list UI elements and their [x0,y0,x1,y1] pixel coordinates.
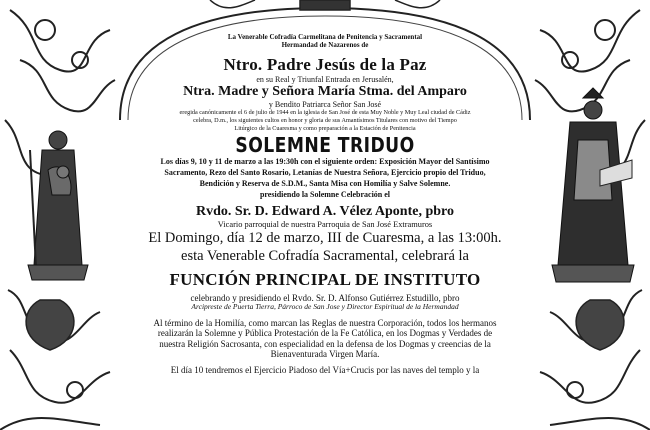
triduo-preacher-role: Vicario parroquial de nuestra Parroquia de San José Extramuros [217,219,433,229]
main-title: Ntro. Padre Jesús de la Paz [223,55,427,75]
funcion-celebrant: celebrando y presidiendo el Rvdo. Sr. D. Alfonso Gutiérrez Estudillo, pbro [190,293,460,304]
triduo-line-1: Los días 9, 10 y 11 de marzo a las 19:30h con el siguiente orden: Exposición Mayor del Santísimo [160,157,490,167]
erected-line-2: celebra, D.m., los siguientes cultos en honor y gloria de sus Amantísimos Titulares con motivo del Tiempo [193,116,457,124]
virgin-mary-figure [552,88,634,282]
closing-line-3: nuestra Religión Sacrosanta, con especialidad en la defensa de los Dogmas y creencias de la [159,338,491,349]
saint-joseph-figure [28,131,88,280]
closing-line-4: Bienaventurada Virgen María. [270,349,380,360]
funcion-heading: FUNCIÓN PRINCIPAL DE INSTITUTO [169,269,481,289]
subtitle: Ntra. Madre y Señora María Stma. del Amparo [183,83,467,99]
erected-line-3: Litúrgico de la Cuaresma y como preparación a la Estación de Penitencia [234,124,416,132]
document-text [118,0,532,430]
erected-line-1: eregida canónicamente el 6 de julio de 1944 en la iglesia de San José de esta Muy Noble y Muy Leal ciudad de Cádiz [179,109,471,117]
triduo-preacher: Rvdo. Sr. D. Edward A. Vélez Aponte, pbro [195,203,454,219]
left-urn [26,300,74,350]
entry-line: en su Real y Triunfal Entrada en Jerusalén, [256,74,394,84]
triduo-line-2: Sacramento, Rezo del Santo Rosario, Letanías de Nuestra Señora, Ejercicio propio del Triduo, [164,168,486,178]
triduo-heading: SOLEMNE TRIDUO [235,133,415,158]
right-urn [576,300,624,350]
brotherhood-line-2: Hermandad de Nazarenos de [281,41,369,50]
brotherhood-line-1: La Venerable Cofradía Carmelitana de Penitencia y Sacramental [227,33,423,41]
triduo-line-4: presidiendo la Solemne Celebración el [259,189,391,199]
triduo-line-3: Bendición y Reserva de S.D.M., Santa Misa con Homilía y Salve Solemne. [199,178,451,188]
patriarch-line: y Bendito Patriarca Señor San José [268,99,382,109]
sunday-line-2: esta Venerable Cofradía Sacramental, celebrará la [181,248,469,265]
closing-paragraph [118,318,532,359]
closing-line-1: Al término de la Homilía, como marcan las Reglas de nuestra Corporación, todos los hermanos [153,318,497,329]
sunday-line-1: El Domingo, día 12 de marzo, III de Cuaresma, a las 13:00h. [148,230,502,247]
closing-line-5: El día 10 tendremos el Ejercicio Piadoso del Vía+Crucis por las naves del templo y la [170,365,480,376]
closing-line-2: realizarán la Solemne y Pública Protestación de la Fe Católica, en los Dogmas y Verdades de [157,328,493,339]
funcion-celebrant-role: Arcipreste de Puerta Tierra, Párroco de San Jose y Director Espiritual de la Hermandad [191,302,459,312]
